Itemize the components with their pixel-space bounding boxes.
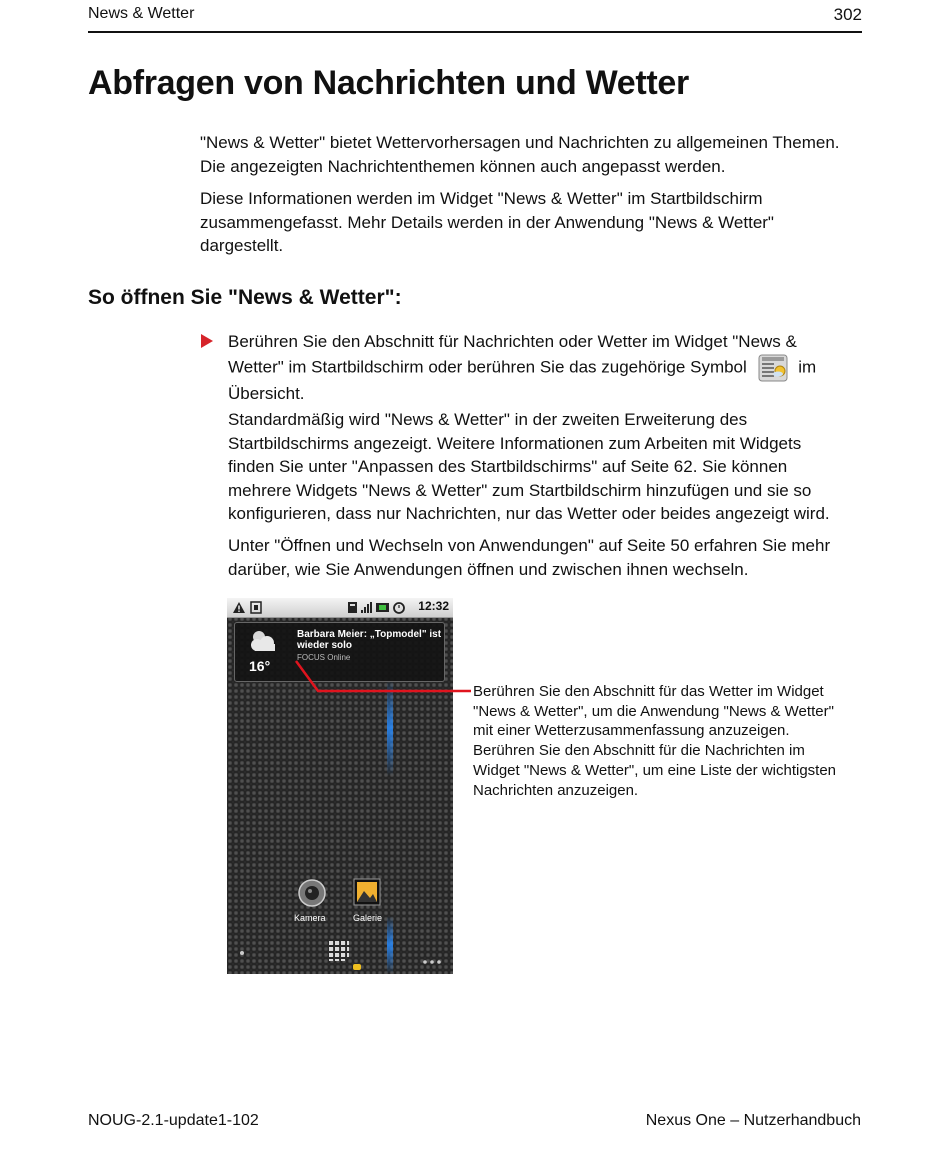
- intro-paragraph-1: "News & Wetter" bietet Wettervorhersagen und Nachrichten zu allgemeinen Themen. Die angezeigten Nachrichtenthemen können auch angepasst werden.: [200, 133, 840, 176]
- dock-item-kamera[interactable]: [297, 878, 327, 908]
- step-text-after-icon: im Übersicht.: [228, 356, 817, 403]
- intro-paragraph-2: Diese Informationen werden im Widget "News & Wetter" im Startbildschirm zusammengefasst. Mehr Details werden in der Anwendung "News & Wetter" dargestellt.: [200, 189, 774, 255]
- bullet-arrow-icon: [201, 334, 213, 348]
- dock-label-kamera: Kamera: [294, 913, 326, 923]
- status-time: 12:32: [418, 599, 449, 613]
- weather-cloud-icon: [247, 629, 281, 655]
- widget-news-headline[interactable]: Barbara Meier: „Topmodel" ist wieder solo: [297, 629, 442, 651]
- light-beam: [387, 916, 393, 974]
- news-weather-app-icon: [758, 354, 788, 382]
- page-dot: [240, 951, 244, 955]
- status-icons: [347, 601, 407, 614]
- footer-doc-title: Nexus One – Nutzerhandbuch: [645, 1112, 861, 1129]
- header-section: News & Wetter: [88, 5, 195, 22]
- section-heading: So öffnen Sie "News & Wetter":: [88, 286, 402, 309]
- more-dots-icon: [423, 951, 441, 955]
- news-weather-widget[interactable]: [234, 622, 445, 682]
- camera-icon: [297, 878, 327, 908]
- body-paragraph-1: Standardmäßig wird "News & Wetter" in der zweiten Erweiterung des Startbildschirms angezeigt. Weitere Informationen zum Arbeiten mit Widgets finden Sie unter "Anpassen des Startbildschirms" auf Seite 62. Sie können mehrere Widgets "News & Wetter" zum Startbildschirm hinzufügen und sie so konfigurieren, dass nur Nachrichten, nur das Wetter oder beides angezeigt wird.: [228, 410, 830, 523]
- footer-doc-id: NOUG-2.1-update1-102: [88, 1112, 259, 1129]
- page-number: 302: [833, 5, 862, 24]
- phone-screenshot: [227, 598, 453, 974]
- dock-label-galerie: Galerie: [353, 913, 383, 923]
- running-header: [88, 5, 862, 33]
- dock-item-galerie[interactable]: [353, 878, 381, 906]
- callout-text: Berühren Sie den Abschnitt für das Wetter im Widget "News & Wetter", um die Anwendung "News & Wetter" mit einer Wetterzusammenfassung anzuzeigen. Berühren Sie den Abschnitt für die Nachrichten im Widget "News & Wetter", um eine Liste der wichtigsten Nachrichten anzuzeigen.: [473, 683, 837, 799]
- step-text-before-icon: Berühren Sie den Abschnitt für Nachrichten oder Wetter im Widget "News & Wetter" im Startbildschirm oder berühren Sie das zugehörige Symbol: [228, 332, 797, 376]
- home-indicator: [353, 964, 361, 970]
- app-launcher-grid-icon[interactable]: [328, 940, 350, 962]
- step-text: [228, 330, 838, 405]
- light-beam: [387, 680, 393, 776]
- body-paragraph-2: Unter "Öffnen und Wechseln von Anwendungen" auf Seite 50 erfahren Sie mehr darüber, wie Sie Anwendungen öffnen und zwischen ihnen wechseln.: [228, 536, 831, 579]
- widget-news-source: FOCUS Online: [297, 653, 351, 662]
- status-bar: [227, 598, 453, 618]
- warning-usb-icon: [232, 601, 264, 614]
- page-title: Abfragen von Nachrichten und Wetter: [88, 64, 689, 102]
- widget-temperature[interactable]: 16°: [249, 658, 271, 674]
- gallery-icon: [353, 878, 381, 906]
